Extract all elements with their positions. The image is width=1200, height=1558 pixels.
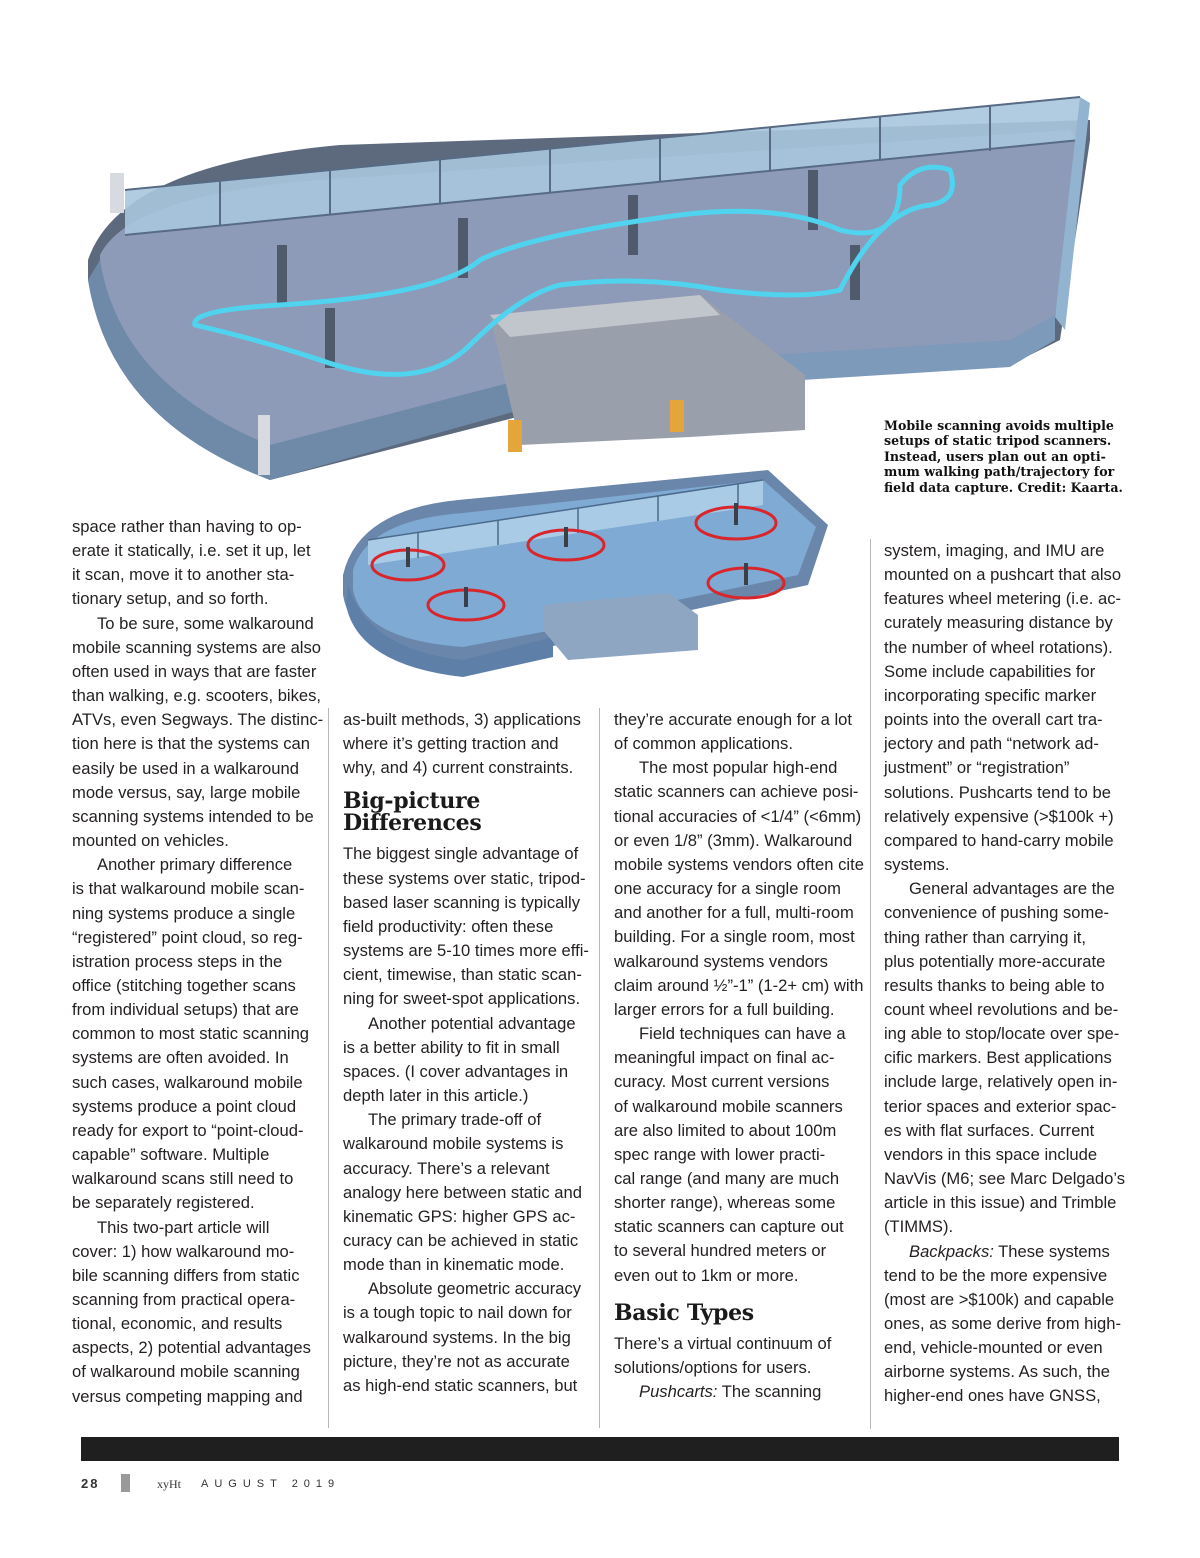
text-line: common to most static scanning xyxy=(72,1024,310,1044)
text-line: (TIMMS). xyxy=(884,1217,954,1237)
text-line: solutions/options for users. xyxy=(614,1357,812,1377)
text-line: ATVs, even Segways. The distinc- xyxy=(72,710,324,730)
paragraph xyxy=(614,708,858,756)
text-line: features wheel metering (i.e. ac- xyxy=(884,589,1122,609)
text-line: such cases, walkaround mobile xyxy=(72,1072,303,1092)
text-line: The biggest single advantage of xyxy=(343,844,579,864)
text-line: where it’s getting traction and xyxy=(343,734,559,754)
text-line: convenience of pushing some- xyxy=(884,903,1110,923)
text-line: is that walkaround mobile scan- xyxy=(72,879,305,899)
article-column-3 xyxy=(614,708,864,1404)
text-line: they’re accurate enough for a lot xyxy=(614,710,852,729)
text-line: one accuracy for a single room xyxy=(614,879,841,899)
text-line: mode versus, say, large mobile xyxy=(72,782,301,802)
text-line: es with flat surfaces. Current xyxy=(884,1120,1095,1140)
section-heading-basic-types: Basic Types xyxy=(614,1299,754,1326)
pushcarts-lead: Pushcarts: xyxy=(639,1382,718,1402)
text-line: There’s a virtual continuum of xyxy=(614,1333,832,1353)
text-line: vendors in this space include xyxy=(884,1144,1098,1164)
text-line: tend to be the more expensive xyxy=(884,1265,1108,1285)
paragraph xyxy=(72,515,312,612)
text-line: claim around ½”-1” (1-2+ cm) with xyxy=(614,975,864,995)
text-line: cific markers. Best applications xyxy=(884,1048,1112,1068)
text-line: count wheel revolutions and be- xyxy=(884,999,1119,1019)
footer-bar xyxy=(81,1437,1119,1461)
text-line: static scanners can capture out xyxy=(614,1217,844,1237)
text-line: mobile systems vendors often cite xyxy=(614,854,864,874)
text-line: article in this issue) and Trimble xyxy=(884,1193,1117,1213)
text-line: relatively expensive (>$100k +) xyxy=(884,806,1114,826)
text-line: results thanks to being able to xyxy=(884,975,1105,995)
caption-line: Mobile scanning avoids multiple xyxy=(884,418,1114,433)
text-line: cover: 1) how walkaround mo- xyxy=(72,1241,295,1261)
caption-line: Instead, users plan out an opti- xyxy=(884,448,1106,464)
text-line: walkaround systems vendors xyxy=(614,951,828,971)
text-line: of walkaround mobile scanning xyxy=(72,1362,300,1382)
text-line: Another primary difference xyxy=(97,855,293,875)
text-line: The most popular high-end xyxy=(639,758,838,778)
text-line: To be sure, some walkaround xyxy=(97,613,314,633)
text-line: accuracy. There’s a relevant xyxy=(343,1158,550,1178)
text-line: from individual setups) that are xyxy=(72,1000,299,1020)
text-line: walkaround systems. In the big xyxy=(343,1327,571,1347)
text-line: systems are often avoided. In xyxy=(72,1048,289,1068)
article-column-4 xyxy=(884,539,1124,1409)
figure-caption xyxy=(884,418,1124,495)
text-line: systems are 5-10 times more effi- xyxy=(343,941,589,961)
text-line: it scan, move it to another sta- xyxy=(72,565,295,585)
text-line: even out to 1km or more. xyxy=(614,1265,799,1285)
text-line: scanning systems intended to be xyxy=(72,806,314,826)
text-line: scanning from practical opera- xyxy=(72,1290,296,1309)
text-line: higher-end ones have GNSS, xyxy=(884,1386,1101,1406)
text-line: spaces. (I cover advantages in xyxy=(343,1061,569,1081)
text-line: to several hundred meters or xyxy=(614,1241,827,1261)
text-line: terior spaces and exterior spac- xyxy=(884,1096,1117,1116)
text-line: NavVis (M6; see Marc Delgado’s xyxy=(884,1169,1126,1189)
paragraph xyxy=(884,539,1124,877)
paragraph xyxy=(343,708,585,780)
text-line: system, imaging, and IMU are xyxy=(884,541,1105,560)
text-line: as-built methods, 3) applications xyxy=(343,710,581,729)
text-line: ning for sweet-spot applications. xyxy=(343,989,581,1009)
paragraph: Backpacks: These systems xyxy=(909,1241,1110,1261)
section-heading-big-picture: Big-picture Differences xyxy=(343,788,482,837)
paragraph xyxy=(72,853,312,1215)
text-line: istration process steps in the xyxy=(72,951,283,971)
text-line: Some include capabilities for xyxy=(884,661,1096,681)
text-line: bile scanning differs from static xyxy=(72,1265,300,1285)
text-line: curately measuring distance by xyxy=(884,613,1113,633)
text-line: as high-end static scanners, but xyxy=(343,1375,578,1395)
text-line: tion here is that the systems can xyxy=(72,734,310,754)
text-line: (most are >$100k) and capable xyxy=(884,1289,1115,1309)
text-line: spec range with lower practi- xyxy=(614,1144,826,1164)
paragraph xyxy=(343,1108,585,1277)
column-rule xyxy=(599,708,600,1428)
text-line: systems. xyxy=(884,855,950,875)
text-line: ing able to stop/locate over spe- xyxy=(884,1024,1120,1044)
text-line: mounted on vehicles. xyxy=(72,831,229,851)
text-line: curacy. Most current versions xyxy=(614,1072,830,1092)
text-line: “registered” point cloud, so reg- xyxy=(72,927,303,947)
issue-date: AUGUST 2019 xyxy=(201,1478,341,1490)
text-line: ones, as some derive from high- xyxy=(884,1314,1122,1333)
text-line: and another for a full, multi-room xyxy=(614,903,854,923)
paragraph xyxy=(72,612,324,854)
text-line: mounted on a pushcart that also xyxy=(884,565,1122,585)
text-line: kinematic GPS: higher GPS ac- xyxy=(343,1206,576,1226)
text-line: compared to hand-carry mobile xyxy=(884,830,1114,850)
text-line: points into the overall cart tra- xyxy=(884,710,1103,730)
text-line: justment” or “registration” xyxy=(884,758,1070,778)
paragraph xyxy=(72,1216,312,1409)
caption-line: mum walking path/trajectory for xyxy=(884,464,1115,480)
text-line: ready for export to “point-cloud- xyxy=(72,1120,304,1140)
text-line: building. For a single room, most xyxy=(614,927,855,947)
text-line: space rather than having to op- xyxy=(72,517,302,536)
text-line: systems produce a point cloud xyxy=(72,1096,297,1116)
text-line: ning systems produce a single xyxy=(72,903,296,923)
text-line: airborne systems. As such, the xyxy=(884,1362,1110,1382)
text-line: cal range (and many are much xyxy=(614,1168,840,1188)
text-line: office (stitching together scans xyxy=(72,975,296,995)
footer-marker xyxy=(121,1474,130,1492)
text-line: include large, relatively open in- xyxy=(884,1072,1118,1092)
text-line: erate it statically, i.e. set it up, let xyxy=(72,541,311,561)
backpacks-lead: Backpacks: xyxy=(909,1241,994,1261)
text-line: easily be used in a walkaround xyxy=(72,758,299,778)
text-line: larger errors for a full building. xyxy=(614,999,835,1019)
text-line: shorter range), whereas some xyxy=(614,1193,836,1213)
text-line: or even 1/8” (3mm). Walkaround xyxy=(614,830,853,850)
article-column-1 xyxy=(72,515,324,1409)
text-line: picture, they’re not as accurate xyxy=(343,1351,570,1371)
text-line: solutions. Pushcarts tend to be xyxy=(884,782,1111,802)
text-line: Another potential advantage xyxy=(368,1013,576,1033)
text-line: is a better ability to fit in small xyxy=(343,1037,560,1057)
caption-line: field data capture. Credit: Kaarta. xyxy=(884,479,1123,495)
text-line: tional accuracies of <1/4” (<6mm) xyxy=(614,806,862,826)
paragraph xyxy=(884,877,1124,1239)
text-line: tionary setup, and so forth. xyxy=(72,589,269,609)
text-line: plus potentially more-accurate xyxy=(884,951,1106,971)
text-line: based laser scanning is typically xyxy=(343,892,581,912)
text-line: the number of wheel rotations). xyxy=(884,637,1113,657)
paragraph xyxy=(614,1332,858,1380)
column-rule xyxy=(328,708,329,1428)
page-number: 28 xyxy=(81,1476,100,1491)
text-line: of common applications. xyxy=(614,734,793,754)
text-line: why, and 4) current constraints. xyxy=(343,758,574,778)
text-line: thing rather than carrying it, xyxy=(884,927,1086,947)
article-column-2 xyxy=(343,708,589,1398)
text-line: tional, economic, and results xyxy=(72,1314,283,1334)
text-line: walkaround mobile systems is xyxy=(343,1134,564,1154)
magazine-name: xyHt xyxy=(157,1477,181,1491)
paragraph xyxy=(343,1277,585,1398)
text-line: The primary trade-off of xyxy=(368,1110,542,1130)
text-line: field productivity: often these xyxy=(343,916,554,936)
text-line: versus competing mapping and xyxy=(72,1386,303,1406)
text-line: jectory and path “network ad- xyxy=(884,734,1099,754)
text-line: of walkaround mobile scanners xyxy=(614,1096,843,1116)
floorplan-scanner-setups-figure xyxy=(338,465,840,695)
text-line: Absolute geometric accuracy xyxy=(368,1279,582,1299)
text-line: General advantages are the xyxy=(909,879,1115,899)
text-line: mode than in kinematic mode. xyxy=(343,1255,565,1275)
text-line: aspects, 2) potential advantages xyxy=(72,1338,311,1358)
text-line: analogy here between static and xyxy=(343,1182,582,1202)
text-line: these systems over static, tripod- xyxy=(343,868,586,888)
text-line: capable” software. Multiple xyxy=(72,1145,270,1165)
text-line: incorporating specific marker xyxy=(884,685,1097,705)
text-line: often used in ways that are faster xyxy=(72,661,317,681)
text-line: is a tough topic to nail down for xyxy=(343,1303,572,1323)
text-line: are also limited to about 100m xyxy=(614,1120,837,1140)
paragraph xyxy=(614,1022,858,1288)
text-line: be separately registered. xyxy=(72,1193,255,1213)
text-line: static scanners can achieve posi- xyxy=(614,782,859,802)
text-line: Field techniques can have a xyxy=(639,1024,846,1044)
text-line: depth later in this article.) xyxy=(343,1086,529,1106)
column-rule xyxy=(870,539,871,1429)
text-line: walkaround scans still need to xyxy=(72,1169,294,1189)
text-line: curacy can be achieved in static xyxy=(343,1230,579,1250)
paragraph xyxy=(343,1012,585,1109)
text-line: meaningful impact on final ac- xyxy=(614,1048,835,1068)
paragraph xyxy=(884,1264,1124,1409)
paragraph xyxy=(614,756,864,1022)
text-line: cient, timewise, than static scan- xyxy=(343,965,582,985)
text-line: This two-part article will xyxy=(97,1217,270,1237)
text-line: end, vehicle-mounted or even xyxy=(884,1338,1103,1358)
caption-line: setups of static tripod scanners. xyxy=(884,433,1112,449)
paragraph: Pushcarts: The scanning xyxy=(639,1382,822,1402)
text-line: than walking, e.g. scooters, bikes, xyxy=(72,686,322,706)
text-line: mobile scanning systems are also xyxy=(72,637,322,657)
paragraph xyxy=(343,842,589,1011)
